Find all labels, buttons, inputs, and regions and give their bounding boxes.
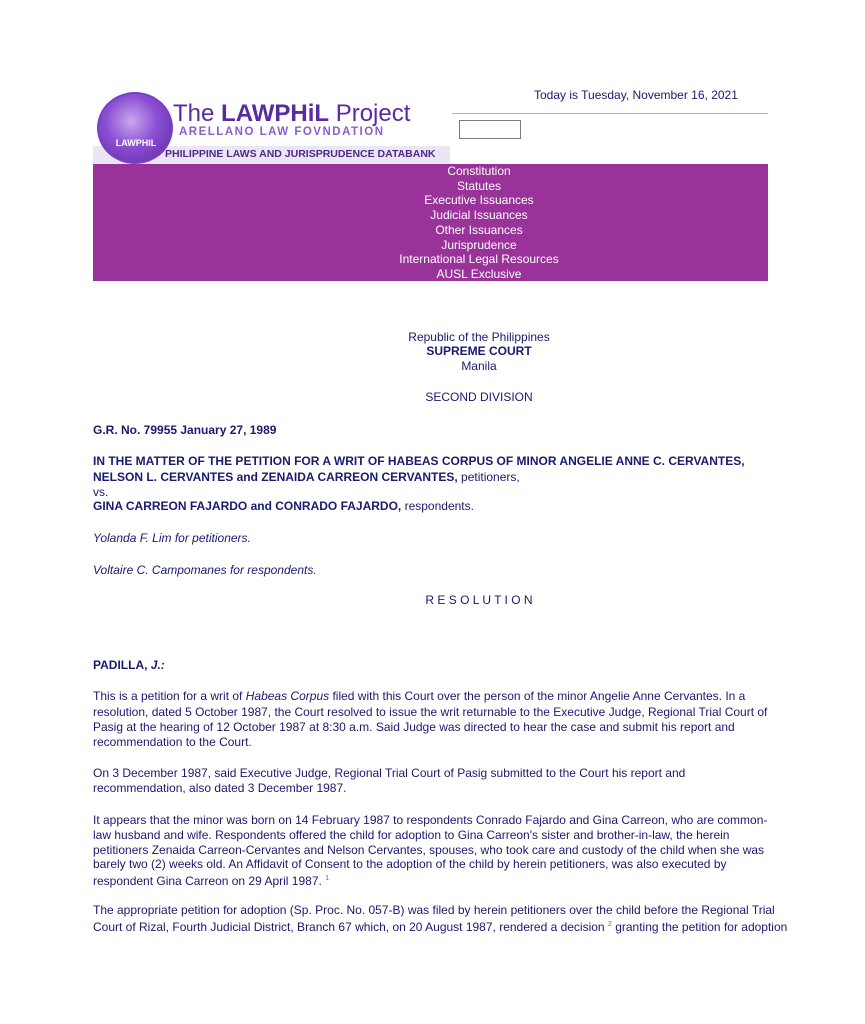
- versus-label: vs.: [93, 485, 109, 499]
- para2-line2: recommendation, also dated 3 December 1987.: [93, 781, 347, 795]
- para1-line1: [93, 688, 745, 705]
- resolution-heading: R E S O L U T I O N: [425, 593, 533, 607]
- case-caption-line1: IN THE MATTER OF THE PETITION FOR A WRIT OF HABEAS CORPUS OF MINOR ANGELIE ANNE C. CERVANTES,: [93, 454, 745, 468]
- nav-item-constitution[interactable]: Constitution: [447, 164, 511, 178]
- footnote-link-1[interactable]: 1: [325, 875, 330, 882]
- brand-subtitle: ARELLANO LAW FOVNDATION: [179, 126, 385, 138]
- site-logo[interactable]: [93, 92, 450, 164]
- brand-title-suffix: Project: [329, 100, 411, 127]
- nav-item-executive-issuances[interactable]: Executive Issuances: [424, 193, 534, 208]
- respondents-names: GINA CARREON FAJARDO and CONRADO FAJARDO,: [93, 499, 402, 513]
- seal-text: LAWPHIL: [115, 138, 157, 148]
- ponente: [93, 657, 165, 674]
- petitioners-label: petitioners,: [457, 470, 520, 484]
- nav-item-ausl-exclusive[interactable]: AUSL Exclusive: [436, 266, 522, 281]
- para3-line4: barely two (2) weeks old. An Affidavit of Consent to the adoption of the child by herein petitioners, was also executed by: [93, 857, 727, 871]
- case-caption-line2: [93, 469, 520, 486]
- nav-item-statutes[interactable]: Statutes: [456, 178, 502, 193]
- nav-item-judicial-issuances[interactable]: Judicial Issuances: [430, 208, 528, 223]
- nav-item-international-legal-resources[interactable]: International Legal Resources: [399, 252, 559, 267]
- para4-text-a: Court of Rizal, Fourth Judicial District, Branch 67 which, on 20 August 1987, rendered a decision: [93, 920, 608, 934]
- current-date: Today is Tuesday, November 16, 2021: [534, 88, 738, 102]
- court-name: SUPREME COURT: [426, 344, 532, 358]
- petitioners-names: NELSON L. CERVANTES and ZENAIDA CARREON CERVANTES,: [93, 470, 458, 484]
- counsel-respondents: Voltaire C. Campomanes for respondents.: [93, 563, 317, 577]
- counsel-petitioners: Yolanda F. Lim for petitioners.: [93, 531, 251, 545]
- nav-item-jurisprudence[interactable]: Jurisprudence: [441, 237, 517, 252]
- ponente-name: PADILLA,: [93, 658, 151, 672]
- division-name: SECOND DIVISION: [425, 390, 533, 404]
- gr-number: G.R. No. 79955 January 27, 1989: [93, 423, 277, 437]
- brand-title-bold: LAWPHiL: [221, 100, 330, 127]
- ponente-title: J.:: [150, 658, 165, 672]
- para3-line5: [93, 871, 329, 890]
- para3-line3: petitioners Zenaida Carreon-Cervantes and Nelson Cervantes, spouses, who took care and custody of the child when she was: [93, 843, 765, 857]
- para1-line2: resolution, dated 5 October 1987, the Court resolved to issue the writ returnable to the Executive Judge, Regional Trial Court of: [93, 705, 768, 719]
- brand-title: [173, 100, 410, 128]
- para1-text-b: filed with this Court over the person of the minor Angelie Anne Cervantes. In a: [329, 689, 746, 703]
- para4-line2: [93, 917, 787, 936]
- footnote-link-2[interactable]: 2: [607, 921, 612, 928]
- para3-line2: law husband and wife. Respondents offered the child for adoption to Gina Carreon's sister and brother-in-law, the herein: [93, 828, 730, 842]
- para1-line3: Pasig at the hearing of 12 October 1987 at 8:30 a.m. Said Judge was directed to hear the case and submit his report and: [93, 720, 735, 734]
- court-city: Manila: [461, 359, 497, 373]
- para1-text-a: This is a petition for a writ of: [93, 689, 246, 703]
- para3-text: respondent Gina Carreon on 29 April 1987.: [93, 874, 326, 888]
- header-divider: [452, 113, 768, 114]
- republic-line: Republic of the Philippines: [408, 330, 550, 344]
- main-nav: [93, 164, 768, 281]
- para3-line1: It appears that the minor was born on 14 February 1987 to respondents Conrado Fajardo and Gina Carreon, who are common-: [93, 813, 768, 827]
- respondents-label: respondents.: [401, 499, 474, 513]
- para1-habeas-corpus: Habeas Corpus: [245, 689, 330, 703]
- para4-line1: The appropriate petition for adoption (Sp. Proc. No. 057-B) was filed by herein petitioners over the child before the Regional Trial: [93, 903, 775, 917]
- nav-item-other-issuances[interactable]: Other Issuances: [435, 222, 523, 237]
- brand-title-prefix: The: [173, 100, 222, 127]
- para2-line1: On 3 December 1987, said Executive Judge, Regional Trial Court of Pasig submitted to the Court his report and: [93, 766, 686, 780]
- para1-line4: recommendation to the Court.: [93, 735, 252, 749]
- lawphil-seal-icon: [97, 92, 173, 164]
- databank-label: PHILIPPINE LAWS AND JURISPRUDENCE DATABANK: [165, 148, 436, 160]
- search-input[interactable]: [459, 120, 521, 139]
- para4-text-b: granting the petition for adoption: [611, 920, 788, 934]
- case-caption-line3: [93, 498, 474, 515]
